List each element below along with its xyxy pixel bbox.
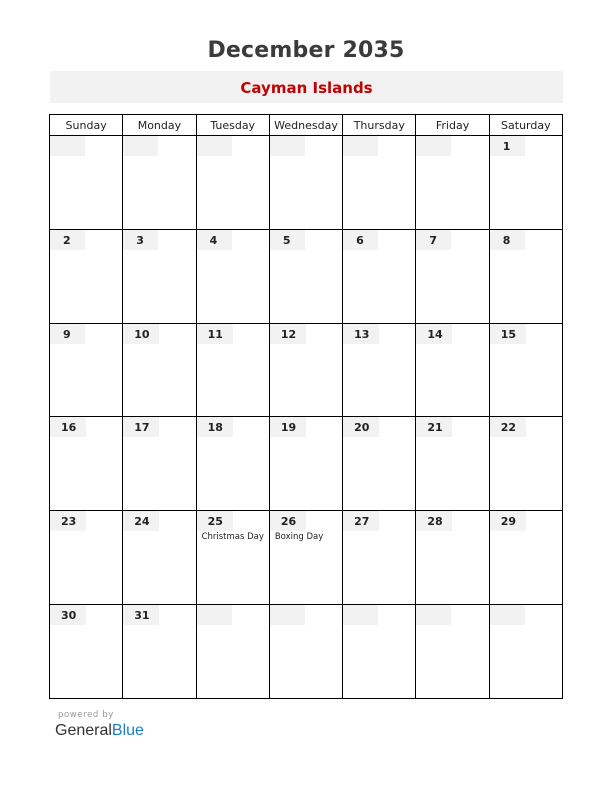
day-number: 31 <box>123 605 159 625</box>
calendar-body <box>50 136 563 699</box>
day-cell[interactable] <box>123 605 196 699</box>
day-number: 11 <box>197 324 233 344</box>
day-number <box>197 136 232 156</box>
weekday-sunday: Sunday <box>50 115 123 136</box>
day-number: 16 <box>50 417 86 437</box>
day-number: 25 <box>197 511 233 531</box>
day-number <box>343 605 378 625</box>
weekday-monday: Monday <box>123 115 196 136</box>
country-subtitle: Cayman Islands <box>240 79 373 97</box>
day-number: 30 <box>50 605 86 625</box>
day-number: 18 <box>197 417 233 437</box>
day-number <box>270 605 305 625</box>
week-row <box>50 511 563 605</box>
day-number <box>50 136 85 156</box>
day-number: 21 <box>416 417 452 437</box>
day-cell[interactable] <box>416 511 489 605</box>
day-cell[interactable] <box>123 323 196 417</box>
day-cell[interactable] <box>50 605 123 699</box>
day-cell[interactable] <box>416 136 489 230</box>
day-cell[interactable] <box>269 417 342 511</box>
day-number: 17 <box>123 417 159 437</box>
day-number: 23 <box>50 511 86 531</box>
holiday-label: Christmas Day <box>201 532 264 543</box>
subtitle-bar <box>50 71 563 103</box>
day-number: 24 <box>123 511 159 531</box>
day-number: 27 <box>343 511 379 531</box>
day-cell[interactable] <box>416 229 489 323</box>
day-number: 7 <box>416 230 451 250</box>
week-row <box>50 605 563 699</box>
holiday-label: Boxing Day <box>274 532 324 543</box>
day-number: 12 <box>270 324 306 344</box>
week-row <box>50 417 563 511</box>
day-cell[interactable] <box>123 511 196 605</box>
calendar-grid <box>49 114 563 699</box>
day-number: 29 <box>490 511 526 531</box>
day-cell[interactable] <box>196 511 269 605</box>
day-cell[interactable] <box>196 605 269 699</box>
day-number: 26 <box>270 511 306 531</box>
day-number <box>416 136 451 156</box>
day-cell[interactable] <box>343 417 416 511</box>
day-cell[interactable] <box>489 605 562 699</box>
day-cell[interactable] <box>416 417 489 511</box>
powered-by-text: powered by <box>58 710 114 720</box>
day-number: 19 <box>270 417 306 437</box>
weekday-saturday: Saturday <box>489 115 562 136</box>
day-number: 13 <box>343 324 379 344</box>
day-number: 22 <box>490 417 526 437</box>
day-cell[interactable] <box>416 605 489 699</box>
day-cell[interactable] <box>489 417 562 511</box>
brand-blue: Blue <box>111 722 144 739</box>
week-row <box>50 136 563 230</box>
day-cell[interactable] <box>343 323 416 417</box>
day-cell[interactable] <box>50 136 123 230</box>
day-number: 3 <box>123 230 158 250</box>
weekday-tuesday: Tuesday <box>196 115 269 136</box>
day-cell[interactable] <box>269 323 342 417</box>
day-cell[interactable] <box>343 136 416 230</box>
day-number: 20 <box>343 417 379 437</box>
day-cell[interactable] <box>269 229 342 323</box>
day-number <box>490 605 525 625</box>
day-number: 9 <box>50 324 85 344</box>
day-cell[interactable] <box>343 229 416 323</box>
day-number <box>270 136 305 156</box>
day-cell[interactable] <box>489 136 562 230</box>
weekday-header-row <box>50 115 563 136</box>
day-cell[interactable] <box>489 323 562 417</box>
day-cell[interactable] <box>489 511 562 605</box>
day-number: 15 <box>490 324 526 344</box>
day-cell[interactable] <box>50 511 123 605</box>
day-number <box>197 605 232 625</box>
day-cell[interactable] <box>123 229 196 323</box>
day-number: 14 <box>416 324 452 344</box>
day-number: 28 <box>416 511 452 531</box>
day-cell[interactable] <box>196 136 269 230</box>
day-cell[interactable] <box>123 417 196 511</box>
day-cell[interactable] <box>489 229 562 323</box>
day-cell[interactable] <box>50 229 123 323</box>
day-cell[interactable] <box>269 511 342 605</box>
day-number: 1 <box>490 136 525 156</box>
brand-logo[interactable] <box>55 722 144 740</box>
day-number: 4 <box>197 230 232 250</box>
day-cell[interactable] <box>269 136 342 230</box>
week-row <box>50 229 563 323</box>
week-row <box>50 323 563 417</box>
weekday-wednesday: Wednesday <box>269 115 342 136</box>
page-title: December 2035 <box>207 38 405 63</box>
brand-general: General <box>55 722 112 739</box>
day-cell[interactable] <box>416 323 489 417</box>
day-number <box>343 136 378 156</box>
day-cell[interactable] <box>343 605 416 699</box>
day-cell[interactable] <box>196 417 269 511</box>
day-number: 2 <box>50 230 85 250</box>
day-cell[interactable] <box>196 229 269 323</box>
day-cell[interactable] <box>50 323 123 417</box>
day-cell[interactable] <box>123 136 196 230</box>
weekday-thursday: Thursday <box>343 115 416 136</box>
day-number: 8 <box>490 230 525 250</box>
day-number: 10 <box>123 324 159 344</box>
weekday-friday: Friday <box>416 115 489 136</box>
day-cell[interactable] <box>269 605 342 699</box>
day-cell[interactable] <box>50 417 123 511</box>
day-number <box>123 136 158 156</box>
day-cell[interactable] <box>196 323 269 417</box>
day-number: 5 <box>270 230 305 250</box>
day-number: 6 <box>343 230 378 250</box>
day-number <box>416 605 451 625</box>
day-cell[interactable] <box>343 511 416 605</box>
